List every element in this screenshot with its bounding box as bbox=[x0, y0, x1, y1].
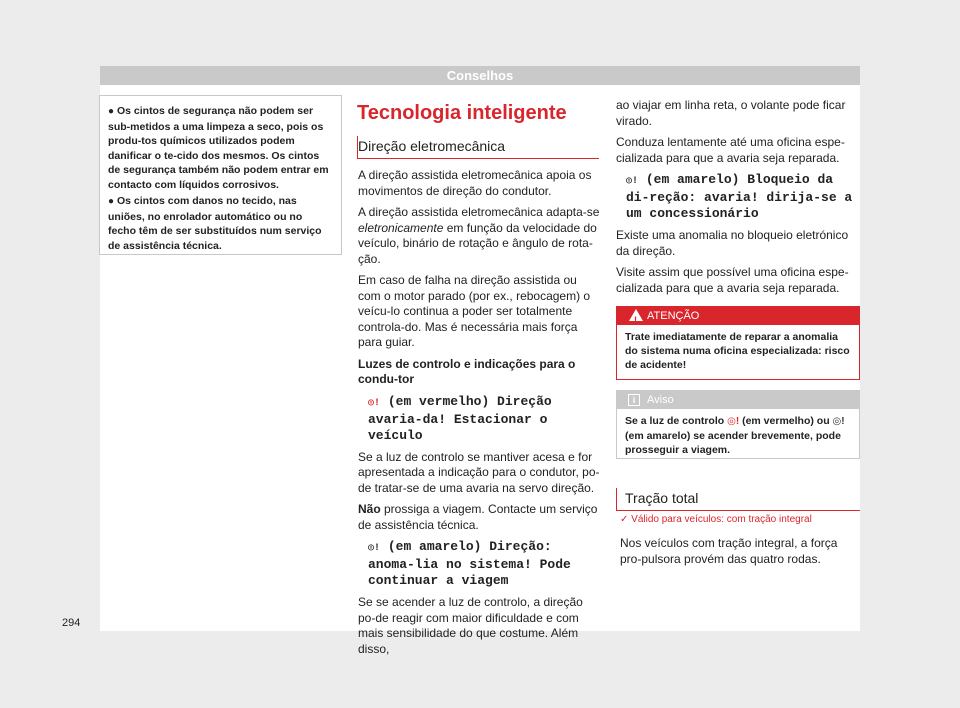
text: (em vermelho) ou bbox=[739, 415, 833, 427]
traction-text: Nos veículos com tração integral, a força pro-pulsora provém das quatro rodas. bbox=[620, 536, 838, 566]
warning-text: Trate imediatamente de reparar a anomalia do sistema numa oficina especializada: risco de acidente! bbox=[625, 331, 850, 371]
steering-warning-yellow-icon: ◎! bbox=[832, 416, 845, 427]
traction-title: Tração total bbox=[625, 490, 699, 506]
tip-text: Os cintos com danos no tecido, nas uniões, no enrolador automático ou no fecho têm de ser substituídos num serviço de assistência técnica. bbox=[108, 195, 322, 252]
steering-warning-red-icon: ◎! bbox=[727, 416, 740, 427]
paragraph: Existe uma anomalia no bloqueio eletrónico da direção. bbox=[616, 228, 849, 258]
tip-box bbox=[99, 95, 342, 255]
paragraph bbox=[358, 502, 602, 533]
paragraph bbox=[358, 205, 602, 267]
indicator-label: (em amarelo) Direção: anoma-lia no sistema! Pode continuar a viagem bbox=[368, 539, 571, 588]
warning-header bbox=[617, 307, 859, 325]
paragraph: A direção assistida eletromecânica apoia os movimentos de direção do condutor. bbox=[358, 168, 592, 198]
paragraph: Se se acender a luz de controlo, a direção po-de reagir com maior dificuldade e com mais sensibilidade do que costume. Além disso, bbox=[358, 595, 583, 656]
yellow-indicator-entry bbox=[358, 539, 602, 589]
right-column bbox=[616, 98, 860, 302]
text: A direção assistida eletromecânica adapta-se bbox=[358, 205, 600, 219]
bullet-icon: ● bbox=[108, 106, 115, 117]
italic-text: eletronicamente bbox=[358, 220, 444, 235]
paragraph: Se a luz de controlo se mantiver acesa e for apresentada a indicação para o condutor, po-de tratar-se de uma avaria na servo direção. bbox=[358, 449, 600, 495]
bullet-icon: ● bbox=[108, 196, 115, 207]
traction-rule bbox=[616, 510, 860, 511]
warning-label: ATENÇÃO bbox=[647, 310, 700, 322]
paragraph: ao viajar em linha reta, o volante pode ficar virado. bbox=[616, 98, 846, 128]
text: Se a luz de controlo bbox=[625, 415, 728, 427]
validity-note bbox=[620, 514, 812, 525]
warning-box bbox=[616, 306, 860, 380]
indicator-label: (em amarelo) Bloqueio da di-reção: avaria! dirija-se a um concessionário bbox=[626, 172, 853, 221]
subtitle-rule bbox=[357, 158, 599, 159]
red-indicator-entry bbox=[358, 394, 602, 444]
lock-indicator-entry bbox=[616, 172, 860, 222]
steering-warning-red-icon: ◎! bbox=[368, 397, 381, 409]
steering-lock-icon: ◎! bbox=[626, 176, 639, 187]
paragraph: Visite assim que possível uma oficina espe-cializada para que a avaria seja reparada. bbox=[616, 265, 849, 295]
traction-marker bbox=[616, 488, 617, 510]
tip-bullet bbox=[108, 104, 333, 192]
lights-heading: Luzes de controlo e indicações para o condu-tor bbox=[358, 356, 576, 386]
paragraph: Conduza lentamente até uma oficina espe-cializada para que a avaria seja reparada. bbox=[616, 135, 845, 165]
tip-text: Os cintos de segurança não podem ser sub-metidos a uma limpeza a seco, pois os produ-tos químicos utilizados podem danificar o te-cido dos mesmos. Os cintos de segurança também não podem entrar em contacto com líquidos corrosivos. bbox=[108, 105, 329, 191]
text: prossiga a viagem. Contacte um serviço de assistência técnica. bbox=[358, 502, 598, 532]
page-title: Tecnologia inteligente bbox=[357, 102, 567, 124]
info-icon: i bbox=[628, 394, 640, 406]
section-header: Conselhos bbox=[100, 66, 860, 85]
notice-label: Aviso bbox=[647, 394, 674, 406]
notice-box bbox=[616, 390, 860, 459]
indicator-label: (em vermelho) Direção avaria-da! Estacionar o veículo bbox=[368, 393, 552, 443]
text: (em amarelo) se acender brevemente, pode prosseguir a viagem. bbox=[625, 430, 841, 456]
tip-bullet bbox=[108, 194, 333, 253]
paragraph: Em caso de falha na direção assistida ou com o motor parado (por ex., rebocagem) o veícu-lo continua a poder ser totalmente controla-do. Mas é necessária mais força para guiar. bbox=[358, 273, 591, 349]
bold-text: Não bbox=[358, 502, 381, 516]
page-number: 294 bbox=[62, 617, 81, 629]
exclamation-icon: ! bbox=[634, 315, 637, 325]
steering-warning-yellow-icon: ◎! bbox=[368, 543, 381, 554]
notice-text bbox=[617, 409, 859, 462]
text: em função da velocidade do veículo, binário de rotação e ângulo de rota-ção. bbox=[358, 220, 597, 266]
notice-header bbox=[617, 391, 859, 409]
validity-text: Válido para veículos: com tração integral bbox=[631, 514, 812, 525]
section-subtitle: Direção eletromecânica bbox=[358, 138, 506, 154]
middle-column bbox=[358, 168, 602, 663]
check-icon: ✓ bbox=[620, 514, 629, 525]
